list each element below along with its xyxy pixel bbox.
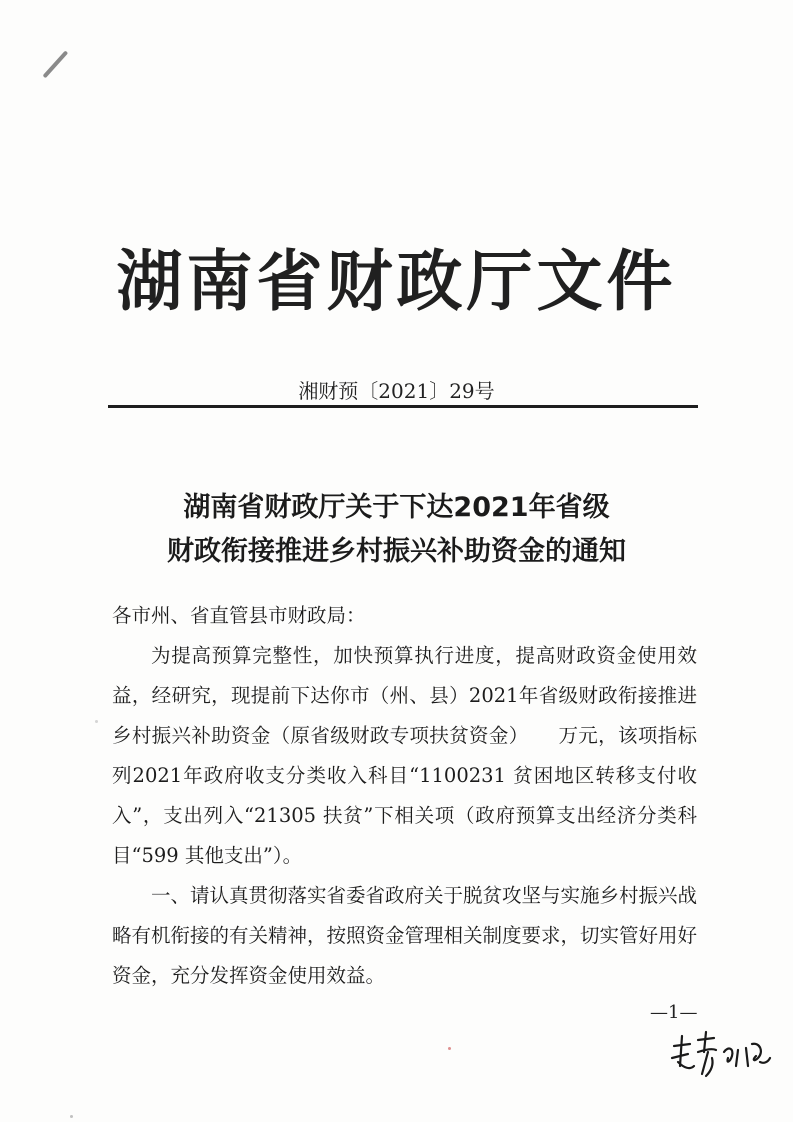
paper-speck	[70, 1115, 73, 1118]
notice-title	[0, 486, 793, 574]
document-number: 湘财预〔2021〕29号	[298, 379, 495, 403]
document-header-title: 湖南省财政厅文件	[116, 243, 677, 320]
addressee: 各市州、省直管县市财政局：	[112, 604, 366, 627]
page-number: —1—	[650, 1002, 698, 1023]
notice-title-line-1: 湖南省财政厅关于下达2021年省级	[183, 492, 610, 523]
paper-speck	[448, 1047, 451, 1050]
body-paragraph-2: 一、请认真贯彻落实省委省政府关于脱贫攻坚与实施乡村振兴战略有机衔接的有关精神，按照资金管理相关制度要求，切实管好用好资金，充分发挥资金使用效益。	[112, 884, 698, 987]
body-paragraph-1: 为提高预算完整性，加快预算执行进度，提高财政资金使用效益，经研究，现提前下达你市（州、县）2021年省级财政衔接推进乡村振兴补助资金（原省级财政专项扶贫资金） 万元，该项指标列2021年政府收支分类收入科目“1100231 贫困地区转移支付收入”，支出列入“21305 扶贫”下相关项（政府预算支出经济分类科目“599 其他支出”）。	[112, 644, 697, 867]
notice-title-line-2: 财政衔接推进乡村振兴补助资金的通知	[167, 536, 626, 567]
paper-speck	[95, 720, 98, 723]
handwritten-signature	[668, 1022, 778, 1084]
staple-mark	[43, 50, 69, 78]
header-divider	[108, 405, 698, 408]
notice-body	[112, 596, 697, 996]
